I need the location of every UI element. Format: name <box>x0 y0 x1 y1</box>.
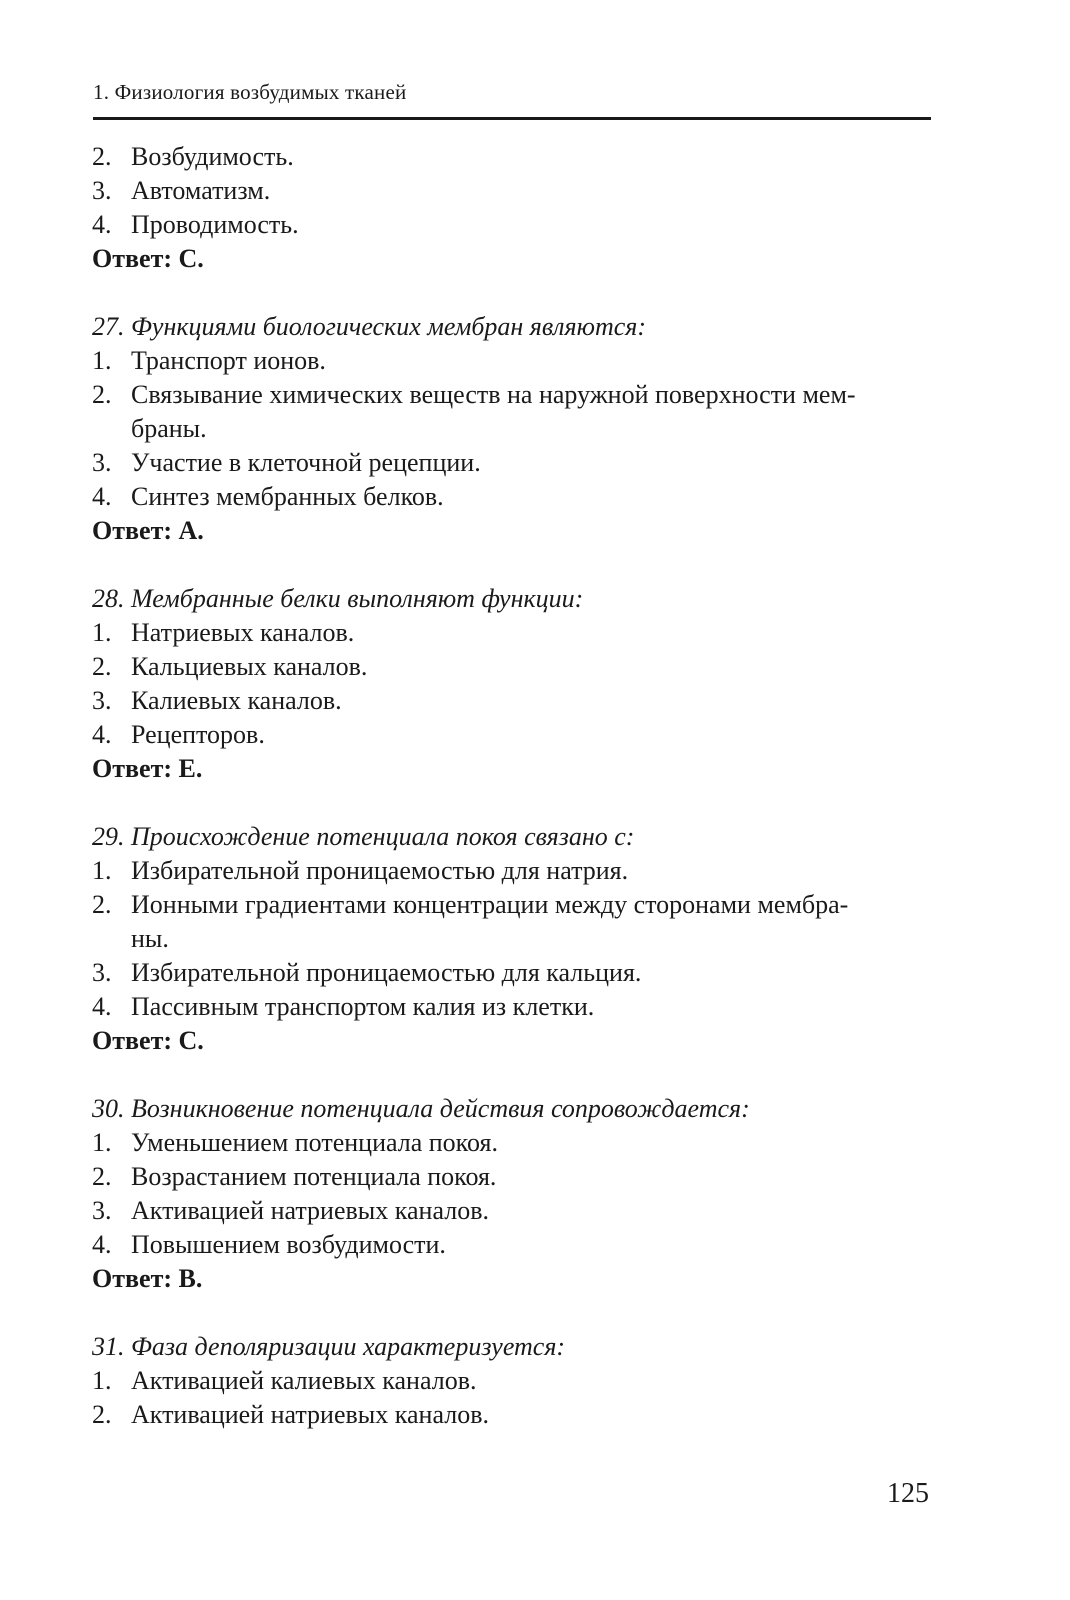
option-item <box>92 446 934 480</box>
option-text: Активацией натриевых каналов. <box>131 1400 489 1429</box>
option-text: Кальциевых каналов. <box>131 652 368 681</box>
option-number: 2. <box>92 1400 112 1429</box>
option-number: 4. <box>92 482 112 511</box>
option-number: 3. <box>92 686 112 715</box>
option-item <box>92 990 934 1024</box>
option-number: 3. <box>92 176 112 205</box>
page-body <box>92 140 934 1432</box>
header-rule <box>93 117 931 120</box>
option-item <box>92 208 934 242</box>
option-text: Повышением возбудимости. <box>131 1230 446 1259</box>
option-text: Избирательной проницаемостью для кальция. <box>131 958 642 987</box>
option-text: Транспорт ионов. <box>131 346 326 375</box>
option-text: Калиевых каналов. <box>131 686 342 715</box>
option-text-continuation: ны. <box>131 924 169 953</box>
option-item <box>92 480 934 514</box>
option-item <box>92 174 934 208</box>
option-number: 4. <box>92 1230 112 1259</box>
option-item <box>92 888 934 922</box>
answer-line: Ответ: Е. <box>92 754 203 783</box>
option-text: Проводимость. <box>131 210 299 239</box>
option-number: 4. <box>92 992 112 1021</box>
running-header: 1. Физиология возбудимых тканей <box>93 80 407 104</box>
option-text: Активацией натриевых каналов. <box>131 1196 489 1225</box>
option-item <box>92 1194 934 1228</box>
option-item <box>92 344 934 378</box>
option-number: 1. <box>92 1366 112 1395</box>
option-number: 2. <box>92 652 112 681</box>
option-number: 2. <box>92 1162 112 1191</box>
option-number: 3. <box>92 1196 112 1225</box>
answer-line: Ответ: В. <box>92 1264 203 1293</box>
answer-line: Ответ: С. <box>92 1026 204 1055</box>
option-item <box>92 1398 934 1432</box>
option-number: 1. <box>92 1128 112 1157</box>
option-number: 1. <box>92 618 112 647</box>
spacer <box>92 276 934 310</box>
option-number: 1. <box>92 856 112 885</box>
question-title: 27. Функциями биологических мембран являются: <box>92 312 646 341</box>
option-item <box>92 854 934 888</box>
option-text: Участие в клеточной рецепции. <box>131 448 481 477</box>
option-text: Синтез мембранных белков. <box>131 482 444 511</box>
option-item <box>92 718 934 752</box>
question-title: 29. Происхождение потенциала покоя связано с: <box>92 822 635 851</box>
option-number: 3. <box>92 958 112 987</box>
option-item <box>92 1126 934 1160</box>
spacer <box>92 548 934 582</box>
option-text: Рецепторов. <box>131 720 265 749</box>
option-number: 1. <box>92 346 112 375</box>
option-number: 2. <box>92 890 112 919</box>
option-item <box>92 1160 934 1194</box>
option-item <box>92 378 934 412</box>
option-item <box>92 650 934 684</box>
option-text: Уменьшением потенциала покоя. <box>131 1128 498 1157</box>
option-item <box>92 616 934 650</box>
option-text: Возбудимость. <box>131 142 294 171</box>
option-item <box>92 1364 934 1398</box>
spacer <box>92 1296 934 1330</box>
option-item <box>92 1228 934 1262</box>
question-title: 30. Возникновение потенциала действия сопровождается: <box>92 1094 750 1123</box>
option-text-continuation: браны. <box>131 414 207 443</box>
option-item <box>92 140 934 174</box>
option-number: 3. <box>92 448 112 477</box>
answer-line: Ответ: А. <box>92 516 204 545</box>
option-item <box>92 684 934 718</box>
question-title: 28. Мембранные белки выполняют функции: <box>92 584 584 613</box>
spacer <box>92 786 934 820</box>
option-number: 4. <box>92 210 112 239</box>
option-text: Возрастанием потенциала покоя. <box>131 1162 497 1191</box>
option-number: 2. <box>92 142 112 171</box>
option-text: Пассивным транспортом калия из клетки. <box>131 992 595 1021</box>
option-item <box>92 956 934 990</box>
option-text: Избирательной проницаемостью для натрия. <box>131 856 629 885</box>
option-text: Натриевых каналов. <box>131 618 355 647</box>
option-number: 4. <box>92 720 112 749</box>
question-title: 31. Фаза деполяризации характеризуется: <box>92 1332 566 1361</box>
option-number: 2. <box>92 380 112 409</box>
option-text: Связывание химических веществ на наружной поверхности мем- <box>131 380 856 409</box>
answer-line: Ответ: С. <box>92 244 204 273</box>
option-text: Ионными градиентами концентрации между сторонами мембра- <box>131 890 849 919</box>
spacer <box>92 1058 934 1092</box>
option-text: Активацией калиевых каналов. <box>131 1366 477 1395</box>
option-text: Автоматизм. <box>131 176 271 205</box>
page-number: 125 <box>887 1478 929 1509</box>
